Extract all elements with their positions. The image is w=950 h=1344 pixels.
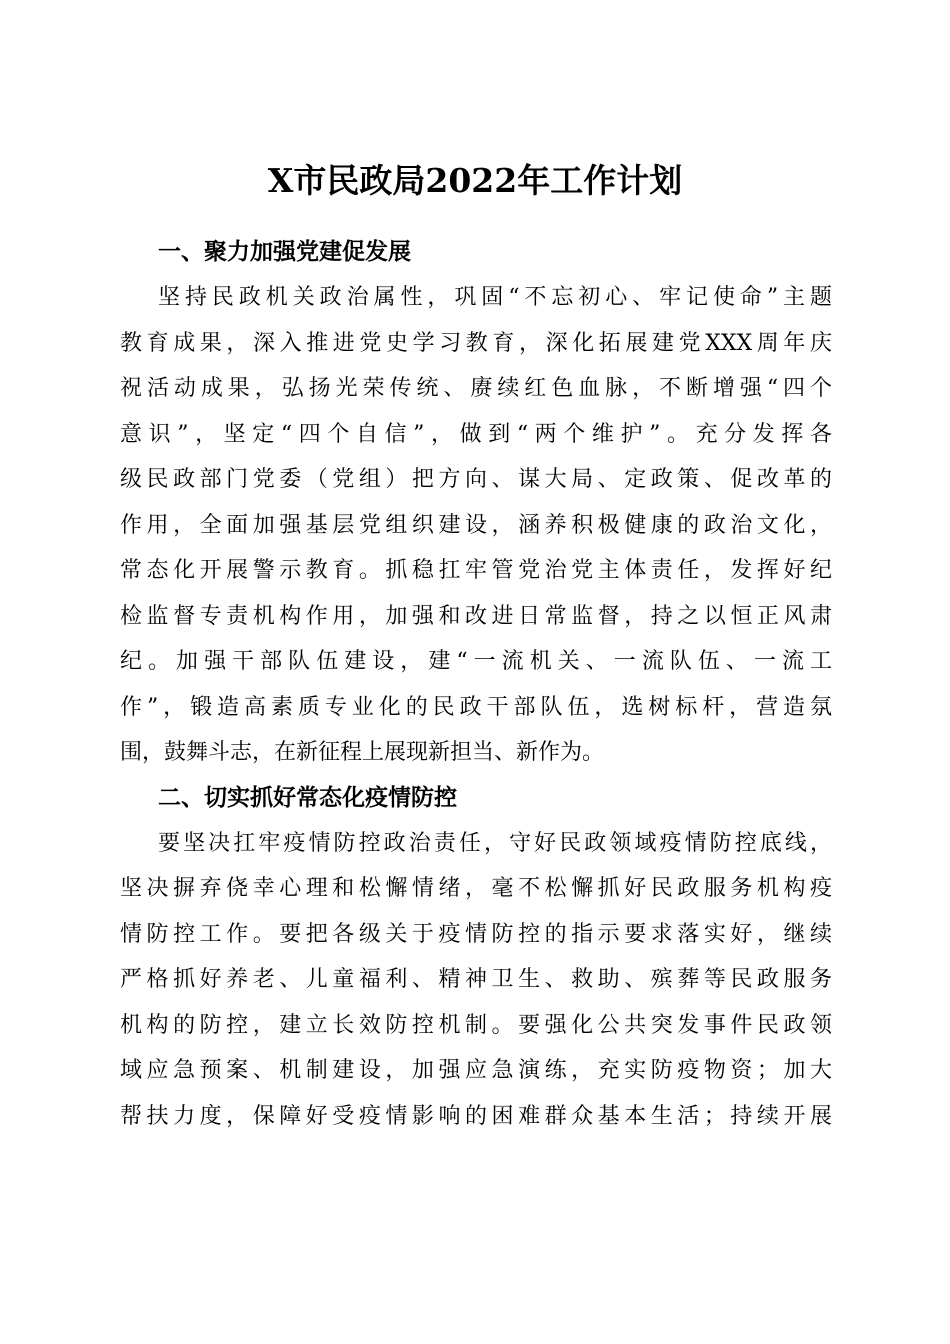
paragraph-line: 严格抓好养老、儿童福利、精神卫生、救助、殡葬等民政服务 [120,967,832,992]
document-title: X市民政局2022年工作计划 [267,161,683,201]
paragraph-line: 机构的防控，建立长效防控机制。要强化公共突发事件民政领 [120,1012,832,1038]
paragraph-line: 帮扶力度，保障好受疫情影响的困难群众基本生活；持续开展 [120,1103,832,1129]
paragraph-line: 域应急预案、机制建设，加强应急演练，充实防疫物资；加大 [120,1058,832,1083]
paragraph-line: 教育成果，深入推进党史学习教育，深化拓展建党XXX周年庆 [120,330,832,356]
paragraph-line: 坚持民政机关政治属性，巩固“不忘初心、牢记使命”主题 [158,285,832,310]
paragraph-line: 要坚决扛牢疫情防控政治责任，守好民政领域疫情防控底线， [158,830,832,856]
paragraph-line: 检监督专责机构作用，加强和改进日常监督，持之以恒正风肃 [120,603,832,629]
section-paragraph-1 [120,275,832,776]
paragraph-line: 围，鼓舞斗志，在新征程上展现新担当、新作为。 [120,740,605,765]
paragraph-line: 祝活动成果，弘扬光荣传统、赓续红色血脉，不断增强“四个 [120,376,832,401]
paragraph-line: 纪。加强干部队伍建设，建“一流机关、一流队伍、一流工 [120,649,832,674]
document-body [120,230,832,1139]
paragraph-line: 级民政部门党委（党组）把方向、谋大局、定政策、促改革的 [120,467,832,492]
section-heading-1: 一、聚力加强党建促发展 [158,239,411,265]
section-paragraph-2 [120,821,832,1140]
paragraph-line: 常态化开展警示教育。抓稳扛牢管党治党主体责任，发挥好纪 [120,558,832,583]
paragraph-line: 意识”，坚定“四个自信”，做到“两个维护”。充分发挥各 [120,421,832,447]
paragraph-line: 坚决摒弃侥幸心理和松懈情绪，毫不松懈抓好民政服务机构疫 [120,876,832,901]
paragraph-line: 作”，锻造高素质专业化的民政干部队伍，选树标杆，营造氛 [120,694,832,720]
paragraph-line: 情防控工作。要把各级关于疫情防控的指示要求落实好，继续 [120,921,832,947]
section-heading-2: 二、切实抓好常态化疫情防控 [158,784,457,811]
paragraph-line: 作用，全面加强基层党组织建设，涵养积极健康的政治文化， [120,512,832,538]
